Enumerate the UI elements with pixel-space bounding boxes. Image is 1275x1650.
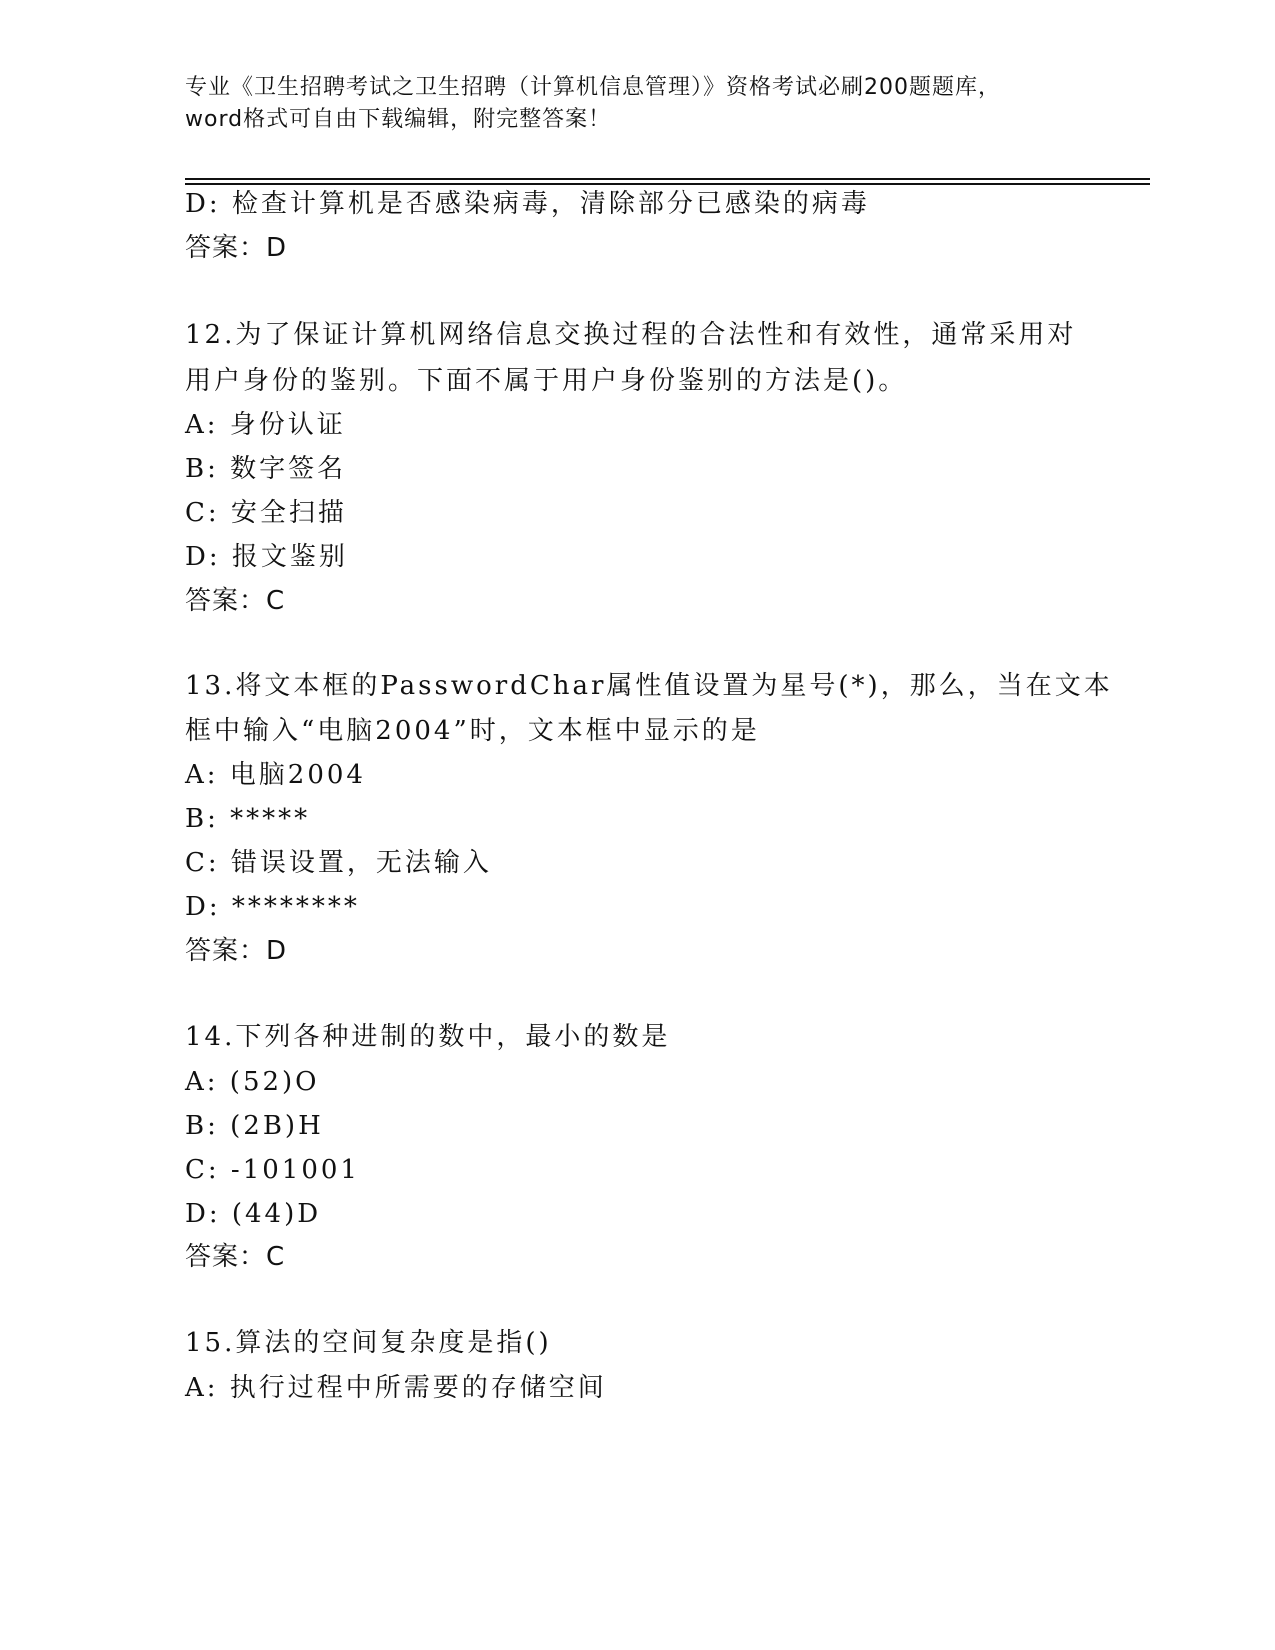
answer-line: 答案：D bbox=[185, 936, 288, 966]
question-text-line-1: 15.算法的空间复杂度是指() bbox=[185, 1328, 552, 1358]
option-c: C: 安全扫描 bbox=[185, 498, 347, 528]
option-a: A: 电脑2004 bbox=[185, 760, 366, 790]
document-header bbox=[185, 72, 1085, 136]
option-d: D: (44)D bbox=[185, 1199, 322, 1229]
option-b: B: ***** bbox=[185, 804, 311, 834]
question-text-line-2: 用户身份的鉴别。下面不属于用户身份鉴别的方法是()。 bbox=[185, 366, 908, 396]
question-text-line-1: 13.将文本框的PasswordChar属性值设置为星号(*)，那么，当在文本 bbox=[185, 671, 1113, 701]
header-divider-bottom bbox=[185, 183, 1150, 185]
option-c: C: 错误设置，无法输入 bbox=[185, 848, 492, 878]
option-b: B: 数字签名 bbox=[185, 454, 347, 484]
option-d: D: 检查计算机是否感染病毒，清除部分已感染的病毒 bbox=[185, 189, 870, 219]
question-text-line-1: 14.下列各种进制的数中，最小的数是 bbox=[185, 1022, 671, 1052]
option-d: D: 报文鉴别 bbox=[185, 542, 348, 572]
option-a: A: 身份认证 bbox=[185, 410, 346, 440]
answer-line: 答案：D bbox=[185, 233, 288, 263]
option-b: B: (2B)H bbox=[185, 1111, 324, 1141]
option-a: A: 执行过程中所需要的存储空间 bbox=[185, 1373, 607, 1403]
header-divider-top bbox=[185, 178, 1150, 180]
question-text-line-2: 框中输入“电脑2004”时，文本框中显示的是 bbox=[185, 716, 760, 746]
answer-line: 答案：C bbox=[185, 1242, 286, 1272]
option-c: C: -101001 bbox=[185, 1155, 360, 1185]
answer-line: 答案：C bbox=[185, 586, 286, 616]
header-line-1: 专业《卫生招聘考试之卫生招聘（计算机信息管理）》资格考试必刷200题题库， bbox=[185, 75, 1001, 100]
option-a: A: (52)O bbox=[185, 1067, 320, 1097]
option-d: D: ******** bbox=[185, 892, 360, 922]
header-line-2: word格式可自由下载编辑，附完整答案！ bbox=[185, 107, 612, 132]
question-text-line-1: 12.为了保证计算机网络信息交换过程的合法性和有效性，通常采用对 bbox=[185, 320, 1077, 350]
